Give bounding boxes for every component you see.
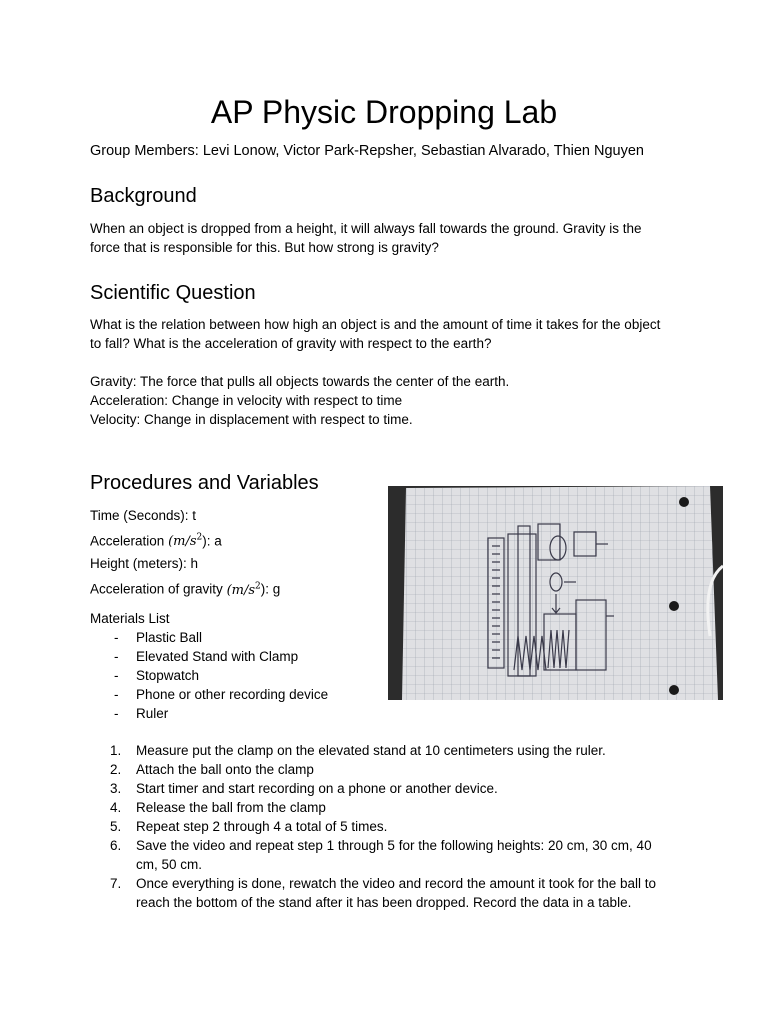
variable-time: Time (Seconds): t: [90, 508, 197, 523]
variable-gravity: [90, 575, 380, 601]
material-item: - Ruler: [90, 704, 328, 723]
step-number: 1.: [110, 743, 122, 758]
unit-text: (m/s: [226, 582, 256, 598]
definition-velocity: Velocity: Change in displacement with respect to time.: [90, 412, 413, 427]
step-text: Repeat step 2 through 4 a total of 5 times.: [136, 819, 388, 834]
variable-label: Acceleration of gravity: [90, 581, 223, 597]
step-number: 6.: [110, 838, 122, 853]
step-text: Attach the ball onto the clamp: [136, 762, 314, 777]
unit-math: [227, 583, 261, 598]
material-item: - Elevated Stand with Clamp: [90, 647, 328, 666]
step-text: Measure put the clamp on the elevated stand at 10 centimeters using the ruler.: [136, 743, 606, 758]
variable-height: Height (meters): h: [90, 556, 199, 572]
variables-list: [90, 505, 380, 602]
scientific-question-paragraph: [90, 315, 690, 429]
step-text: cm, 50 cm.: [136, 857, 203, 872]
step-item: [90, 760, 680, 779]
scientific-question-heading: Scientific Question: [90, 282, 256, 304]
definition-gravity: Gravity: The force that pulls all objects towards the center of the earth.: [90, 374, 510, 389]
material-item: - Stopwatch: [90, 666, 328, 685]
step-text: reach the bottom of the stand after it has been dropped. Record the data in a table.: [136, 895, 632, 910]
background-heading: Background: [90, 185, 197, 207]
step-text: Release the ball from the clamp: [136, 800, 326, 815]
unit-text: (m/s: [168, 534, 197, 550]
page-title: AP Physic Dropping Lab: [210, 94, 558, 130]
procedure-steps: [90, 741, 680, 912]
step-number: 2.: [110, 762, 122, 777]
definition-acceleration: Acceleration: Change in velocity with respect to time: [90, 393, 403, 408]
procedures-heading: Procedures and Variables: [90, 472, 319, 494]
unit-math: [168, 534, 202, 549]
step-item: [90, 836, 680, 874]
background-line: When an object is dropped from a height, it will always fall towards the ground. Gravity is the: [90, 221, 642, 236]
step-text: Save the video and repeat step 1 through 5 for the following heights: 20 cm, 30 cm, 40: [136, 838, 652, 853]
step-text: Start timer and start recording on a phone or another device.: [136, 781, 498, 796]
variable-label: Acceleration: [90, 533, 165, 549]
question-line: What is the relation between how high an object is and the amount of time it takes for the object: [90, 317, 661, 332]
step-item: [90, 741, 680, 760]
material-item: - Phone or other recording device: [90, 685, 328, 704]
step-item: [90, 874, 680, 912]
background-paragraph: [90, 219, 690, 257]
unit-exponent: 2: [196, 533, 203, 543]
step-number: 5.: [110, 819, 122, 834]
step-text: Once everything is done, rewatch the video and record the amount it took for the ball to: [136, 876, 657, 891]
step-number: 3.: [110, 781, 122, 796]
group-members: Group Members: Levi Lonow, Victor Park-Repsher, Sebastian Alvarado, Thien Nguyen: [90, 143, 644, 159]
step-number: 4.: [110, 800, 122, 815]
question-line: to fall? What is the acceleration of gravity with respect to the earth?: [90, 336, 492, 351]
materials-list: [90, 628, 328, 723]
setup-sketch-photo: [388, 486, 723, 700]
variable-symbol: ): g: [260, 581, 281, 597]
step-item: [90, 817, 680, 836]
material-item: - Plastic Ball: [90, 628, 328, 647]
variable-acceleration: [90, 527, 380, 553]
background-line: force that is responsible for this. But how strong is gravity?: [90, 240, 439, 255]
unit-exponent: 2: [255, 581, 261, 592]
step-item: [90, 779, 680, 798]
materials-title: Materials List: [90, 611, 170, 626]
step-item: [90, 798, 680, 817]
variable-symbol: ): a: [202, 533, 222, 549]
step-number: 7.: [110, 876, 122, 891]
